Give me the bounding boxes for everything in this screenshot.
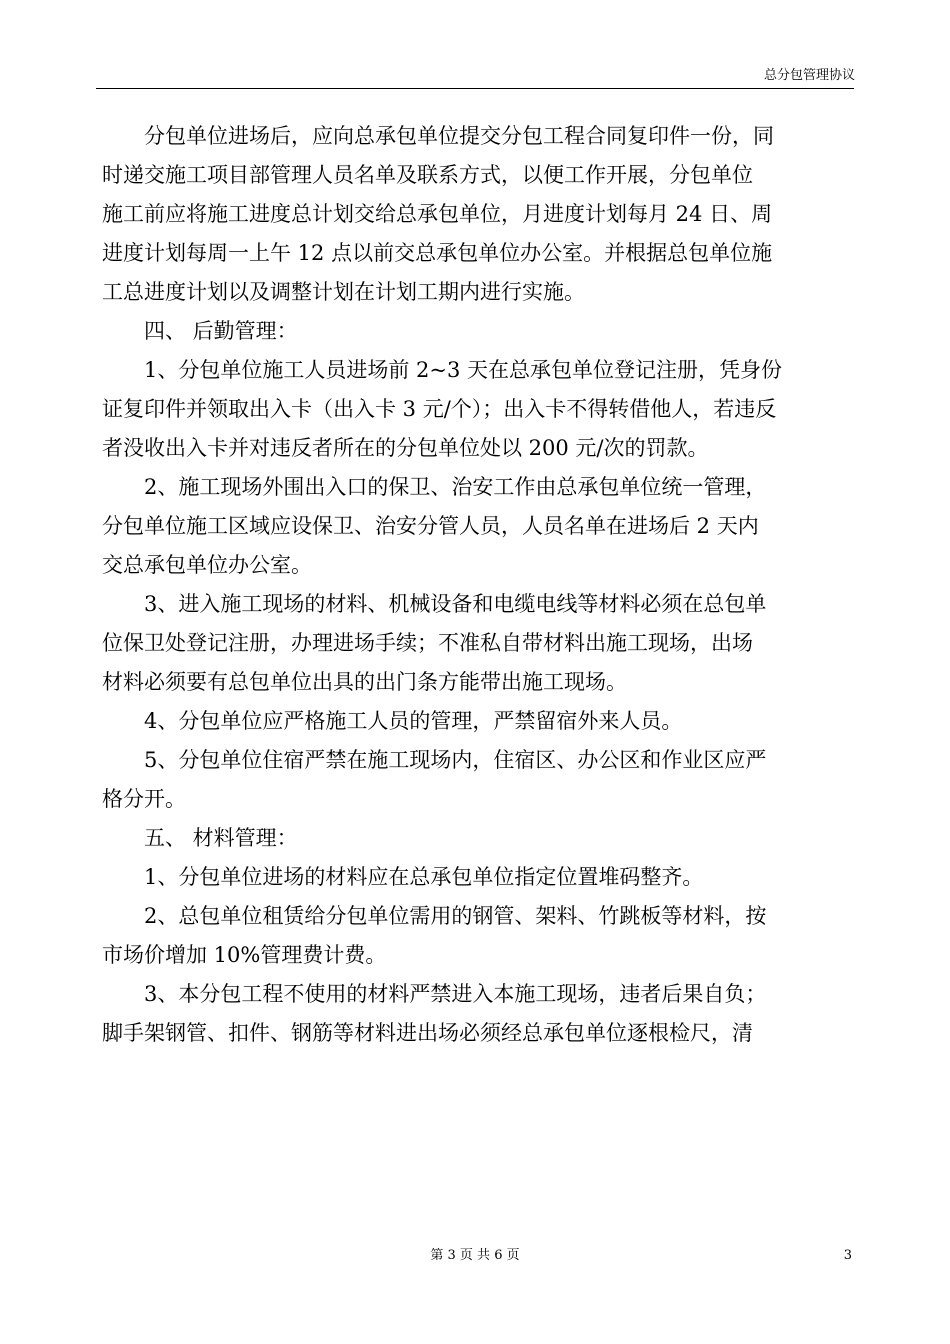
text-line: 分包单位施工区域应设保卫、治安分管人员，人员名单在进场后 2 天内 [102, 514, 759, 538]
header-title: 总分包管理协议 [763, 68, 855, 83]
text-line: 3、本分包工程不使用的材料严禁进入本施工现场，违者后果自负； [144, 982, 767, 1006]
text-line: 施工前应将施工进度总计划交给总承包单位，月进度计划每月 24 日、周 [102, 202, 773, 226]
text-line: 者没收出入卡并对违反者所在的分包单位处以 200 元/次的罚款。 [102, 436, 709, 460]
text-line: 3、进入施工现场的材料、机械设备和电缆电线等材料必须在总包单 [144, 592, 767, 616]
text-line: 四、 后勤管理： [144, 319, 298, 343]
text-line: 材料必须要有总包单位出具的出门条方能带出施工现场。 [102, 670, 627, 694]
text-line: 位保卫处登记注册，办理进场手续；不准私自带材料出施工现场，出场 [102, 631, 753, 655]
header-divider [96, 88, 854, 89]
text-line: 证复印件并领取出入卡（出入卡 3 元/个）；出入卡不得转借他人，若违反 [102, 397, 777, 421]
text-line: 脚手架钢管、扣件、钢筋等材料进出场必须经总承包单位逐根检尺，清 [102, 1021, 753, 1045]
text-line: 格分开。 [102, 787, 186, 811]
text-line: 工总进度计划以及调整计划在计划工期内进行实施。 [102, 280, 585, 304]
text-line: 4、分包单位应严格施工人员的管理，严禁留宿外来人员。 [144, 709, 683, 733]
text-line: 1、分包单位进场的材料应在总承包单位指定位置堆码整齐。 [144, 865, 704, 889]
footer-page-number: 3 [843, 1248, 852, 1263]
text-line: 1、分包单位施工人员进场前 2~3 天在总承包单位登记注册，凭身份 [144, 358, 783, 382]
text-line: 2、施工现场外围出入口的保卫、治安工作由总承包单位统一管理， [144, 475, 767, 499]
text-line: 交总承包单位办公室。 [102, 553, 312, 577]
text-line: 时递交施工项目部管理人员名单及联系方式，以便工作开展，分包单位 [102, 163, 753, 187]
text-line: 五、 材料管理： [144, 826, 298, 850]
text-line: 进度计划每周一上午 12 点以前交总承包单位办公室。并根据总包单位施 [102, 241, 773, 265]
text-line: 2、总包单位租赁给分包单位需用的钢管、架料、竹跳板等材料，按 [144, 904, 767, 928]
text-line: 5、分包单位住宿严禁在施工现场内，住宿区、办公区和作业区应严 [144, 748, 767, 772]
text-line: 市场价增加 10%管理费计费。 [102, 943, 387, 967]
text-line: 分包单位进场后，应向总承包单位提交分包工程合同复印件一份，同 [144, 124, 774, 148]
footer-page-label: 第 3 页 共 6 页 [430, 1248, 520, 1263]
